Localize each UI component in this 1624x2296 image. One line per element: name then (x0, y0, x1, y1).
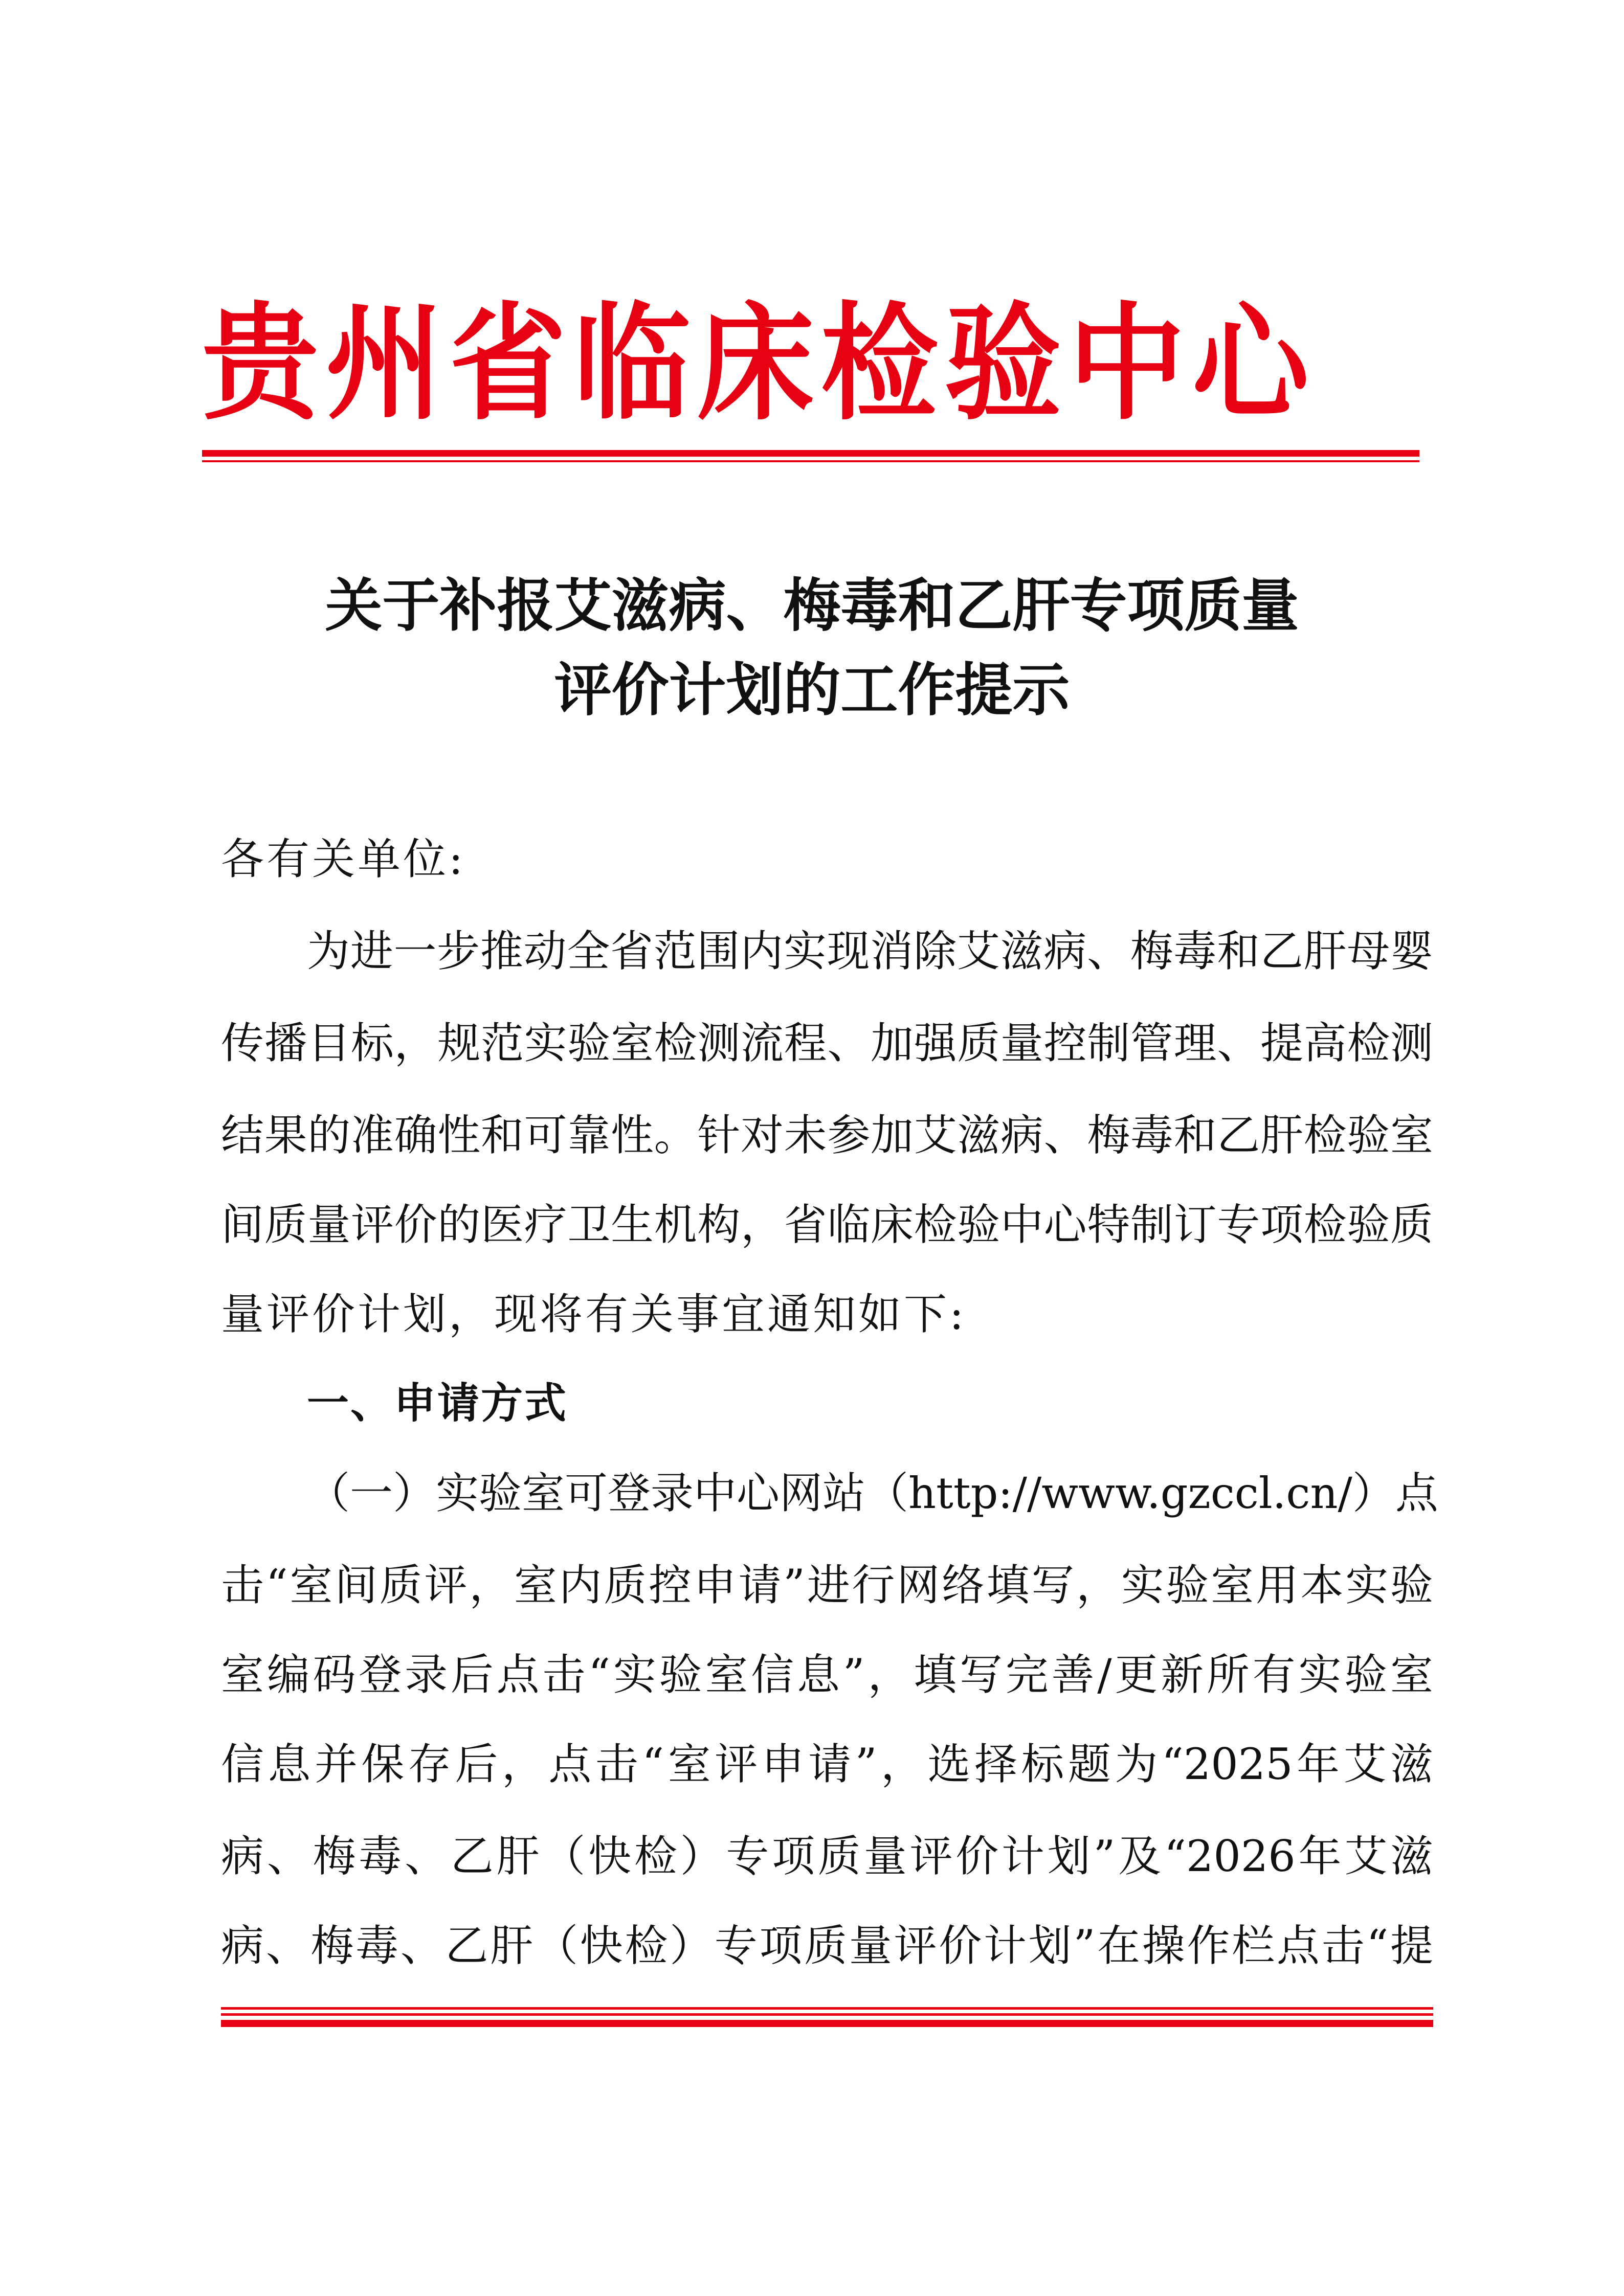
section-1-item-1-line: 击“室间质评，室内质控申请”进行网络填写，实验室用本实验 (221, 1560, 1433, 1610)
footer-rule-thin-2 (221, 2013, 1433, 2016)
document-title-line-1: 关于补报艾滋病、梅毒和乙肝专项质量 (325, 572, 1299, 639)
letterhead-rule-thick (202, 450, 1419, 457)
letterhead-rule-thin (202, 460, 1419, 462)
salutation: 各有关单位: (221, 834, 466, 884)
section-1-heading: 一、申请方式 (307, 1379, 568, 1428)
letterhead-org-name: 贵州省临床检验中心 (202, 289, 1316, 437)
document-title-line-2: 评价计划的工作提示 (554, 657, 1070, 724)
footer-rule-thick (221, 2020, 1433, 2027)
paragraph-1-line: 为进一步推动全省范围内实现消除艾滋病、梅毒和乙肝母婴 (307, 926, 1433, 976)
section-1-item-1-line: 病、梅毒、乙肝（快检）专项质量评价计划”在操作栏点击“提 (221, 1921, 1433, 1971)
paragraph-1-line: 结果的准确性和可靠性。针对未参加艾滋病、梅毒和乙肝检验室 (221, 1110, 1433, 1160)
section-1-item-1-line: 病、梅毒、乙肝（快检）专项质量评价计划”及“2026年艾滋 (221, 1831, 1433, 1881)
paragraph-1-line: 间质量评价的医疗卫生机构，省临床检验中心特制订专项检验质 (221, 1200, 1433, 1250)
paragraph-1-line: 传播目标，规范实验室检测流程、加强质量控制管理、提高检测 (221, 1018, 1433, 1068)
footer-rule-thin-1 (221, 2007, 1433, 2010)
section-1-item-1-line: 信息并保存后，点击“室评申请”，选择标题为“2025年艾滋 (221, 1739, 1433, 1789)
paragraph-1-line: 量评价计划，现将有关事宜通知如下: (221, 1289, 967, 1339)
section-1-item-1-line: 室编码登录后点击“实验室信息”，填写完善/更新所有实验室 (221, 1650, 1433, 1700)
section-1-item-1-line: （一）实验室可登录中心网站（http://www.gzccl.cn/）点 (307, 1468, 1438, 1518)
